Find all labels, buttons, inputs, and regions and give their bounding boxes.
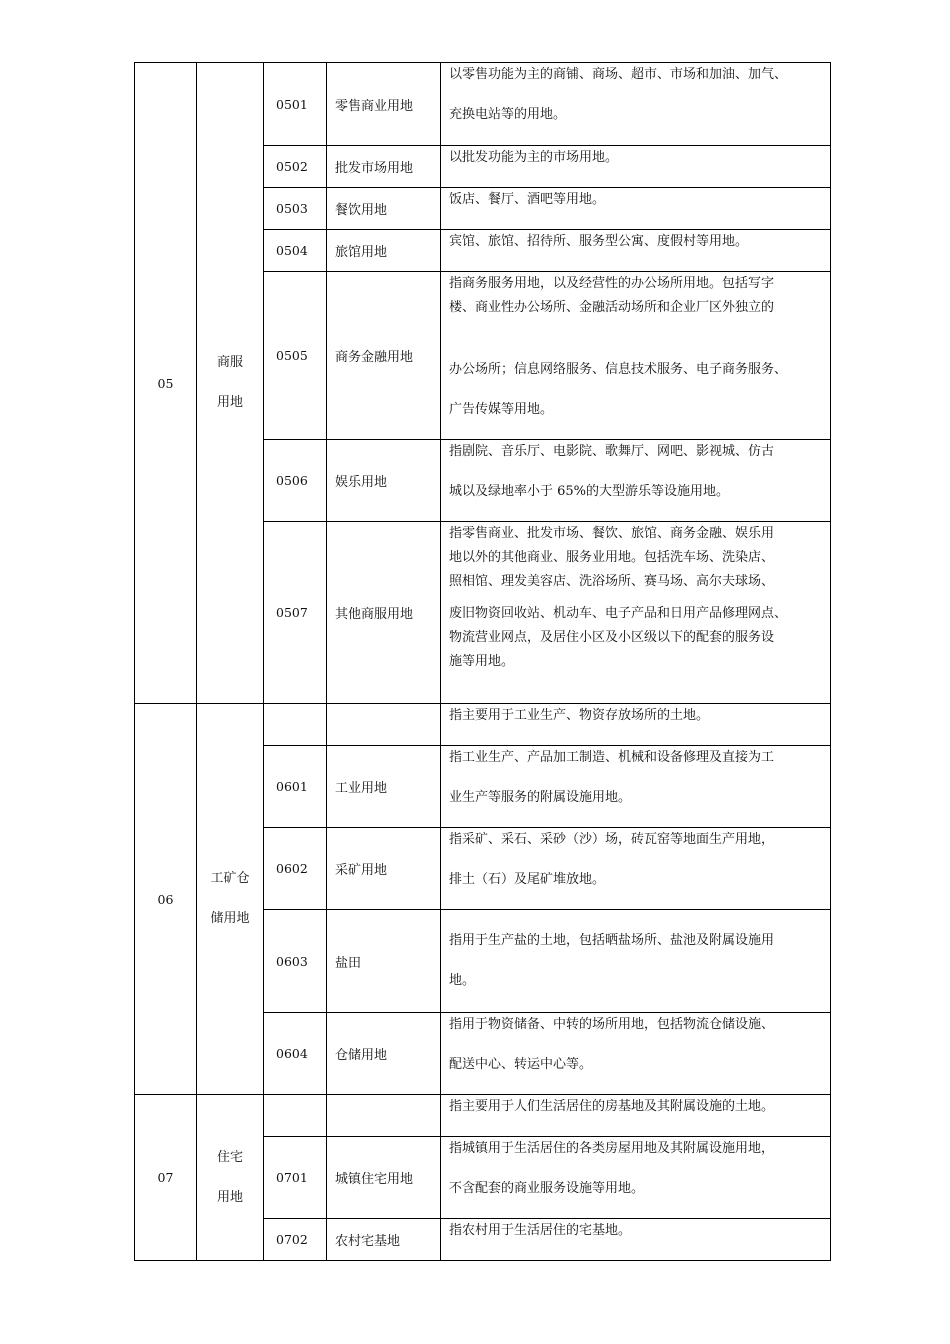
subcategory-description [441,1219,831,1261]
subcategory-description [441,272,831,440]
description-line: 广告传媒等用地。 [449,402,554,417]
description-line: 指农村用于生活居住的宅基地。 [449,1223,632,1238]
subcategory-code: 0601 [264,746,327,828]
subcategory-description [441,1095,831,1137]
description-line: 指城镇用于生活居住的各类房屋用地及其附属设施用地， [449,1141,775,1156]
description-line: 楼、商业性办公场所、金融活动场所和企业厂区外独立的 [449,300,775,315]
category-name [197,1095,264,1261]
subcategory-description [441,746,831,828]
subcategory-description [441,230,831,272]
subcategory-code: 0502 [264,146,327,188]
subcategory-code: 0604 [264,1013,327,1095]
subcategory-code [264,1095,327,1137]
description-line: 指用于物资储备、中转的场所用地，包括物流仓储设施、 [449,1017,775,1032]
subcategory-description [441,440,831,522]
description-line: 不含配套的商业服务设施等用地。 [449,1181,645,1196]
category-name [197,704,264,1095]
subcategory-name: 其他商服用地 [327,522,441,704]
subcategory-name: 零售商业用地 [327,63,441,146]
subcategory-description [441,704,831,746]
subcategory-name: 仓储用地 [327,1013,441,1095]
description-line: 指主要用于工业生产、物资存放场所的土地。 [449,708,710,723]
description-line: 指工业生产、产品加工制造、机械和设备修理及直接为工 [449,750,775,765]
subcategory-code: 0507 [264,522,327,704]
subcategory-name [327,704,441,746]
subcategory-name: 旅馆用地 [327,230,441,272]
land-use-classification-table [134,62,831,1261]
subcategory-name: 农村宅基地 [327,1219,441,1261]
subcategory-name: 娱乐用地 [327,440,441,522]
description-line: 物流营业网点，及居住小区及小区级以下的配套的服务设 [449,630,775,645]
description-line: 办公场所；信息网络服务、信息技术服务、电子商务服务、 [449,362,788,377]
subcategory-name: 商务金融用地 [327,272,441,440]
description-line: 饭店、餐厅、酒吧等用地。 [449,192,606,207]
category-name-line: 住宅 [216,1149,243,1165]
subcategory-name: 餐饮用地 [327,188,441,230]
category-code: 07 [135,1095,197,1261]
description-line: 以批发功能为主的市场用地。 [449,150,619,165]
subcategory-description [441,828,831,910]
subcategory-name: 城镇住宅用地 [327,1137,441,1219]
category-name-line: 用地 [216,1189,243,1205]
subcategory-code: 0602 [264,828,327,910]
subcategory-name [327,1095,441,1137]
description-line: 配送中心、转运中心等。 [449,1057,593,1072]
category-name-line: 商服 [216,355,243,370]
subcategory-code: 0501 [264,63,327,146]
subcategory-code: 0503 [264,188,327,230]
subcategory-description [441,522,831,704]
subcategory-description [441,63,831,146]
subcategory-name: 工业用地 [327,746,441,828]
subcategory-code: 0505 [264,272,327,440]
subcategory-description [441,910,831,1013]
table-row [135,1095,831,1137]
category-name [197,63,264,704]
description-line: 照相馆、理发美容店、洗浴场所、赛马场、高尔夫球场、 [449,574,775,589]
description-line: 充换电站等的用地。 [449,107,567,122]
description-line: 业生产等服务的附属设施用地。 [449,790,632,805]
description-line: 城以及绿地率小于 65%的大型游乐等设施用地。 [449,484,730,499]
category-name-line: 用地 [216,395,243,410]
subcategory-description [441,188,831,230]
subcategory-name: 采矿用地 [327,828,441,910]
description-line: 宾馆、旅馆、招待所、服务型公寓、度假村等用地。 [449,234,749,249]
description-line: 施等用地。 [449,654,515,669]
subcategory-description [441,146,831,188]
subcategory-code [264,704,327,746]
description-line: 指采矿、采石、采砂（沙）场，砖瓦窑等地面生产用地， [449,832,775,847]
description-line: 排土（石）及尾矿堆放地。 [449,872,606,887]
table-row [135,704,831,746]
table-body [135,63,831,1261]
category-name-line: 储用地 [210,911,250,926]
subcategory-name: 批发市场用地 [327,146,441,188]
description-line: 废旧物资回收站、机动车、电子产品和日用产品修理网点、 [449,606,788,621]
description-line: 指商务服务用地，以及经营性的办公场所用地。包括写字 [449,276,775,291]
subcategory-code: 0504 [264,230,327,272]
table-row [135,63,831,146]
subcategory-code: 0603 [264,910,327,1013]
subcategory-code: 0701 [264,1137,327,1219]
subcategory-description [441,1013,831,1095]
subcategory-code: 0702 [264,1219,327,1261]
description-line: 指零售商业、批发市场、餐饮、旅馆、商务金融、娱乐用 [449,526,775,541]
subcategory-code: 0506 [264,440,327,522]
description-line: 地。 [449,973,476,988]
description-line: 地以外的其他商业、服务业用地。包括洗车场、洗染店、 [449,550,775,565]
description-line: 指剧院、音乐厅、电影院、歌舞厅、网吧、影视城、仿古 [449,444,775,459]
description-line: 以零售功能为主的商铺、商场、超市、市场和加油、加气、 [449,67,788,82]
category-code: 05 [135,63,197,704]
description-line: 指用于生产盐的土地，包括晒盐场所、盐池及附属设施用 [449,933,775,948]
description-line: 指主要用于人们生活居住的房基地及其附属设施的土地。 [449,1099,775,1114]
subcategory-name: 盐田 [327,910,441,1013]
category-name-line: 工矿仓 [210,871,250,886]
subcategory-description [441,1137,831,1219]
category-code: 06 [135,704,197,1095]
